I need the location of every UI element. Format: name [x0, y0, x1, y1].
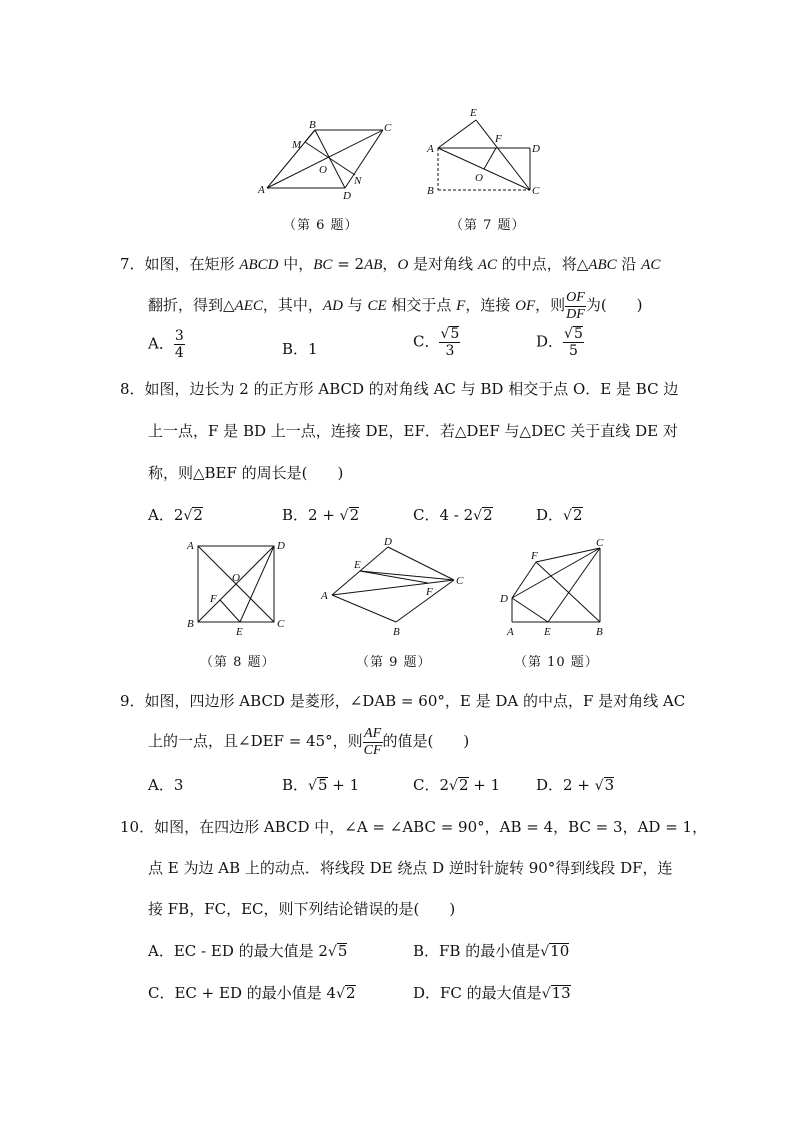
label-D: D: [343, 190, 351, 200]
label-E: E: [236, 626, 243, 638]
label-D: D: [384, 536, 392, 548]
label-F: F: [495, 133, 502, 145]
q10-option-a: A．EC - ED 的最大值是 2√5: [148, 942, 348, 960]
label-D: D: [532, 143, 540, 155]
label-A: A: [321, 590, 328, 602]
label-F: F: [426, 586, 433, 598]
q9-line-2: 上的一点，且∠DEF = 45°，则 $\frac{AF}{CF}$ 的值是( ): [148, 725, 470, 758]
label-E: E: [470, 107, 477, 119]
q7-line-2: 翻折，得到△AEC，其中，AD 与 CE 相交于点 F，连接 OF，则 $\frac{OF}{DF}$ 为( ): [148, 289, 643, 322]
q7-line-1: 7．如图，在矩形 ABCD 中，BC = 2AB，O 是对角线 AC 的中点，将△ABC 沿 AC: [120, 255, 661, 273]
q8-line-1: 8．如图，边长为 2 的正方形 ABCD 的对角线 AC 与 BD 相交于点 O．E 是 BC 边: [120, 380, 679, 398]
label-D: D: [277, 540, 285, 552]
label-D: D: [500, 593, 508, 605]
label-A: A: [507, 626, 514, 638]
figure-10: [494, 535, 618, 641]
figure-7-caption: （第 7 题）: [450, 218, 526, 233]
figure-8: [182, 535, 292, 641]
q7-option-d: D． $\frac{√5}{5}$: [536, 326, 583, 359]
q8-option-b: B．2 + √2: [282, 506, 360, 524]
label-A: A: [258, 184, 265, 196]
label-O: O: [475, 172, 483, 184]
q9-line-1: 9．如图，四边形 ABCD 是菱形，∠DAB = 60°，E 是 DA 的中点，F 是对角线 AC: [120, 692, 686, 710]
q8-option-d: D．√2: [536, 506, 583, 524]
label-O: O: [319, 164, 327, 176]
q8-line-2: 上一点，F 是 BD 上一点，连接 DE，EF．若△DEF 与△DEC 关于直线 DE 对: [148, 422, 678, 440]
q9-fraction: $\frac{AF}{CF}$: [363, 725, 382, 758]
q9-option-c: C．2√2 + 1: [413, 776, 501, 794]
label-F: F: [210, 593, 217, 605]
label-C: C: [456, 575, 464, 587]
q9-option-b: B．√5 + 1: [282, 776, 360, 794]
label-O: O: [232, 572, 240, 584]
q8-option-a: A．2√2: [148, 506, 203, 524]
label-B: B: [187, 618, 194, 630]
label-B: B: [427, 185, 434, 197]
q8-option-c: C．4 - 2√2: [413, 506, 493, 524]
q7-fraction: $\frac{OF}{DF}$: [566, 289, 585, 322]
q7-option-a: A． $\frac{3}{4}$: [148, 328, 184, 361]
label-C: C: [596, 537, 604, 549]
label-C: C: [384, 122, 392, 134]
label-B: B: [596, 626, 603, 638]
q10-line-1: 10．如图，在四边形 ABCD 中，∠A = ∠ABC = 90°，AB = 4，BC = 3，AD = 1，: [120, 818, 708, 836]
label-C: C: [532, 185, 540, 197]
label-C: C: [277, 618, 285, 630]
figure-6-caption: （第 6 题）: [283, 218, 359, 233]
label-B: B: [309, 119, 316, 131]
label-A: A: [427, 143, 434, 155]
q10-line-3: 接 FB，FC，EC，则下列结论错误的是( ): [148, 900, 456, 918]
figure-7: [420, 102, 550, 200]
figure-9: [318, 535, 470, 641]
q10-option-b: B．FB 的最小值是√10: [413, 942, 570, 960]
figure-6: [255, 118, 405, 200]
figure-8-caption: （第 8 题）: [200, 655, 276, 670]
q10-option-c: C．EC + ED 的最小值是 4√2: [148, 984, 356, 1002]
label-F: F: [531, 550, 538, 562]
q10-option-d: D．FC 的最大值是√13: [413, 984, 571, 1002]
q8-line-3: 称，则△BEF 的周长是( ): [148, 464, 344, 482]
label-E: E: [354, 559, 361, 571]
q7-option-c: C． $\frac{√5}{3}$: [413, 326, 460, 359]
label-M: M: [292, 139, 302, 151]
q9-option-a: A．3: [148, 776, 184, 794]
figure-9-caption: （第 9 题）: [356, 655, 432, 670]
q7-option-b: B．1: [282, 340, 318, 358]
label-A: A: [187, 540, 194, 552]
q10-line-2: 点 E 为边 AB 上的动点．将线段 DE 绕点 D 逆时针旋转 90°得到线段 DF，连: [148, 859, 673, 877]
label-N: N: [354, 175, 362, 187]
label-E: E: [544, 626, 551, 638]
figure-10-caption: （第 10 题）: [514, 655, 599, 670]
label-B: B: [393, 626, 400, 638]
q9-option-d: D．2 + √3: [536, 776, 615, 794]
